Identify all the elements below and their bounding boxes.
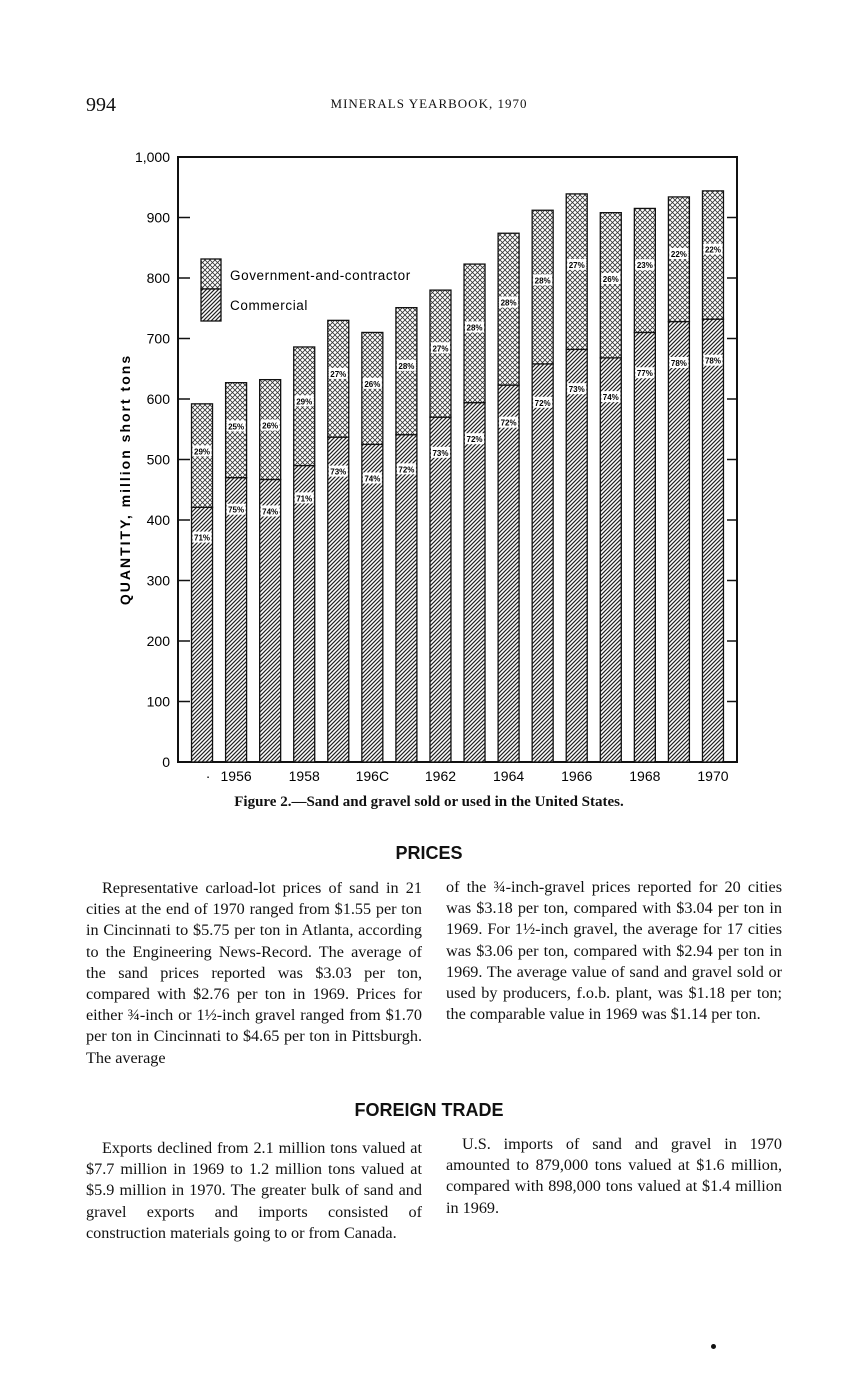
bar-commercial-1970 xyxy=(702,319,723,762)
page-number: 994 xyxy=(86,94,116,116)
bar-label-commercial: 74% xyxy=(262,507,279,517)
imports-paragraph: U.S. imports of sand and gravel in 1970 amounted to 879,000 tons valued at $1.6 million, compared with 898,000 tons valued at $1.4 million in 1969. xyxy=(446,1135,782,1217)
prices-right-column xyxy=(446,877,782,1025)
bar-commercial-1968 xyxy=(634,332,655,762)
bar-label-gov: 26% xyxy=(262,421,279,431)
bar-label-gov: 26% xyxy=(602,275,619,284)
stray-dot xyxy=(711,1344,716,1349)
bar-label-gov: 22% xyxy=(704,245,721,255)
bar-label-commercial: 72% xyxy=(534,398,551,408)
bar-commercial-1966 xyxy=(566,349,587,762)
bar-label-gov: 27% xyxy=(568,260,585,270)
bar-label-gov: 29% xyxy=(296,397,313,407)
x-tick-label: 196C xyxy=(355,768,390,784)
x-tick-label: 1968 xyxy=(629,768,661,784)
y-tick-label: 100 xyxy=(146,693,170,710)
bar-gov-1961 xyxy=(396,308,417,435)
bar-label-commercial: 78% xyxy=(704,356,721,366)
bar-label-commercial: 71% xyxy=(296,494,313,504)
bar-label-gov: 26% xyxy=(364,379,381,389)
y-tick-label: 1,000 xyxy=(134,149,170,165)
x-tick-label: 1956 xyxy=(220,768,252,784)
bar-label-commercial: 74% xyxy=(602,393,619,403)
bar-commercial-1963 xyxy=(464,403,485,762)
bar-label-gov: 28% xyxy=(466,323,483,333)
y-tick-label: 800 xyxy=(146,270,170,286)
bar-gov-1964 xyxy=(498,233,519,385)
foreign-trade-left-column xyxy=(86,1138,422,1244)
bar-gov-1968 xyxy=(634,208,655,332)
bar-label-commercial: 78% xyxy=(670,358,687,368)
x-tick-label: 1958 xyxy=(288,768,320,784)
y-tick-label: 300 xyxy=(146,572,170,589)
x-leading-mark: · xyxy=(205,768,211,784)
sand-gravel-chart xyxy=(100,140,760,790)
legend-swatch-commercial xyxy=(201,289,221,321)
bar-label-gov: 27% xyxy=(432,344,449,354)
bar-commercial-1969 xyxy=(668,322,689,762)
legend-swatch-gov xyxy=(201,259,221,289)
figure-caption: Figure 2.—Sand and gravel sold or used in the United States. xyxy=(234,794,624,810)
bar-gov-1967 xyxy=(600,213,621,358)
prices-paragraph-1: Representative carload-lot prices of sand in 21 cities at the end of 1970 ranged from $1.55 per ton in Cincinnati to $5.75 per ton in Atlanta, according to the Engineering News-Record. The average of the sand prices reported was $3.03 per ton, compared with $2.76 per ton in 1969. Prices for either ¾-inch or 1½-inch gravel ranged from $1.70 per ton in Cincinnati to $4.65 per ton in Pittsburgh. The average xyxy=(86,879,422,1067)
bar-commercial-1957 xyxy=(260,479,281,762)
bar-commercial-1961 xyxy=(396,435,417,762)
x-tick-label: 1962 xyxy=(424,768,457,784)
bar-label-commercial: 72% xyxy=(398,465,415,475)
bar-gov-1966 xyxy=(566,194,587,349)
bar-label-gov: 27% xyxy=(330,369,347,379)
y-tick-label: 400 xyxy=(146,512,170,528)
y-tick-label: 600 xyxy=(146,391,170,407)
x-tick-label: 1966 xyxy=(561,768,593,784)
bar-label-gov: 28% xyxy=(398,361,415,371)
bar-commercial-1956 xyxy=(226,478,247,762)
bar-label-gov: 29% xyxy=(194,447,211,457)
bar-gov-1970 xyxy=(702,191,723,319)
legend-label-gov: Government-and-contractor xyxy=(230,268,411,283)
bar-label-commercial: 73% xyxy=(568,385,585,395)
bar-label-gov: 22% xyxy=(670,250,687,260)
bar-label-gov: 28% xyxy=(500,298,517,308)
y-tick-label: 900 xyxy=(146,209,170,226)
bar-label-commercial: 72% xyxy=(500,418,517,428)
bar-commercial-1959 xyxy=(328,437,349,762)
bar-label-commercial: 74% xyxy=(364,474,381,484)
bar-label-commercial: 77% xyxy=(636,369,653,379)
bar-label-commercial: 73% xyxy=(330,467,347,477)
running-head: MINERALS YEARBOOK, 1970 xyxy=(330,96,528,111)
bar-commercial-1958 xyxy=(294,466,315,762)
prices-heading: PRICES xyxy=(395,843,463,863)
bar-commercial-1964 xyxy=(498,385,519,762)
bar-label-commercial: 75% xyxy=(228,505,245,515)
exports-paragraph: Exports declined from 2.1 million tons valued at $7.7 million in 1969 to 1.2 million tons valued at $5.9 million in 1970. The greater bulk of sand and gravel exports and imports consisted of construction materials going to or from Canada. xyxy=(86,1139,422,1242)
bar-label-gov: 25% xyxy=(228,422,245,432)
y-tick-label: 0 xyxy=(162,754,170,770)
bar-label-commercial: 72% xyxy=(466,435,483,445)
bar-label-commercial: 73% xyxy=(432,448,449,458)
y-axis-label: QUANTITY, million short tons xyxy=(117,353,133,606)
bar-commercial-1962 xyxy=(430,417,451,762)
prices-left-column xyxy=(86,878,422,1069)
bar-commercial-1960 xyxy=(362,444,383,762)
bar-label-gov: 23% xyxy=(636,261,653,271)
x-tick-label: 1970 xyxy=(697,768,729,784)
y-tick-label: 500 xyxy=(146,451,170,468)
bar-label-gov: 28% xyxy=(534,276,551,286)
bar-label-commercial: 71% xyxy=(194,533,211,543)
foreign-trade-right-column xyxy=(446,1134,782,1219)
bar-gov-1963 xyxy=(464,264,485,403)
bar-gov-1962 xyxy=(430,290,451,417)
y-tick-label: 200 xyxy=(146,633,170,649)
y-tick-label: 700 xyxy=(146,330,170,347)
legend-label-commercial: Commercial xyxy=(230,298,309,313)
bar-commercial-1965 xyxy=(532,364,553,762)
bar-commercial-1967 xyxy=(600,358,621,762)
bar-gov-1965 xyxy=(532,210,553,364)
foreign-trade-heading: FOREIGN TRADE xyxy=(354,1100,504,1120)
x-tick-label: 1964 xyxy=(493,768,525,784)
prices-paragraph-continued: of the ¾-inch-gravel prices reported for 20 cities was $3.18 per ton, compared with $3.04 per ton in 1969. For 1½-inch gravel, the average for 17 cities was $3.06 per ton, compared with $2.94 per ton in 1969. The average value of sand and gravel sold or used by producers, f.o.b. plant, was $1.18 per ton; the comparable value in 1969 was $1.14 per ton. xyxy=(446,878,782,1024)
bar-commercial-1955 xyxy=(192,507,213,762)
bar-gov-1969 xyxy=(668,197,689,322)
